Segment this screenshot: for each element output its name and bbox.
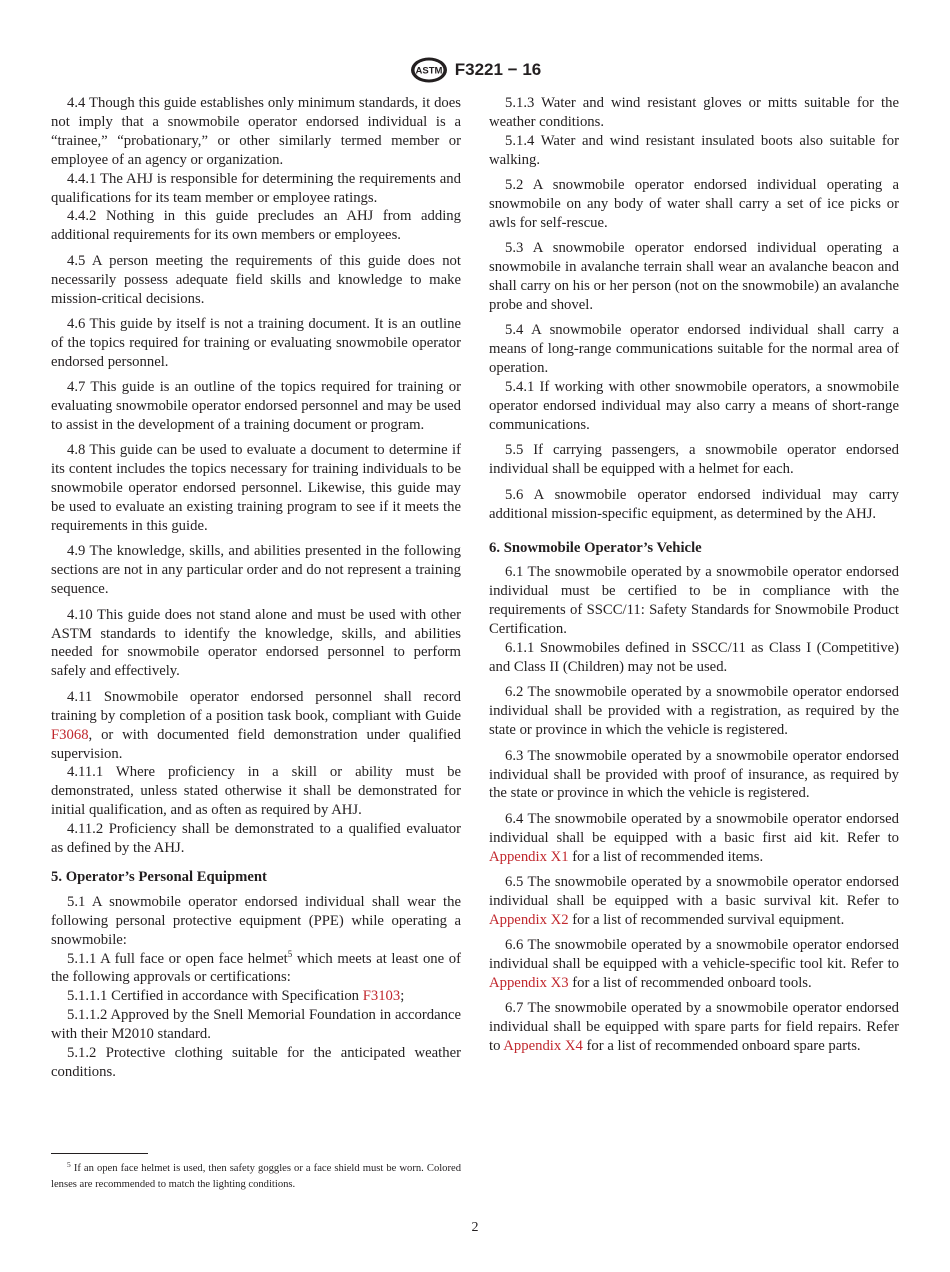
para-5-6: 5.6 A snowmobile operator endorsed individual may carry additional mission-specific equipment, as determined by the AHJ. — [489, 486, 899, 522]
para-5-1-2: 5.1.2 Protective clothing suitable for the anticipated weather conditions. — [51, 1045, 461, 1080]
para-5-1-1: 5.1.1 A full face or open face helmet$^5$ which meets at least one of the following approvals or certifications: — [51, 948, 462, 986]
para-6-4: 6.4 The snowmobile operated by a snowmobile operator endorsed individual shall be equipped with a basic first aid kit. Refer to Appendix X1 for a list of recommended items. — [489, 810, 899, 865]
para-4-6: 4.6 This guide by itself is not a training document. It is an outline of the topics required for training or evaluating snowmobile operator endorsed personnel. — [51, 315, 461, 370]
para-6-1-1: 6.1.1 Snowmobiles defined in SSCC/11 as Class I (Competitive) and Class II (Children) may not be used. — [489, 640, 899, 675]
left-column — [51, 94, 461, 1082]
para-5-2: 5.2 A snowmobile operator endorsed individual operating a snowmobile on any body of water shall carry a set of ice picks or awls for self-rescue. — [489, 177, 899, 231]
para-5-1-1-1: 5.1.1.1 Certified in accordance with Specification F3103; — [67, 988, 405, 1005]
para-6-1: 6.1 The snowmobile operated by a snowmobile operator endorsed individual must be certified to be in compliance with the requirements of SSCC/11: Safety Standards for Snowmobile Product Certification. — [489, 564, 899, 638]
link-appendix-x4[interactable]: Appendix X4 — [503, 1038, 583, 1055]
para-4-4: 4.4 Though this guide establishes only minimum standards, it does not imply that a snowmobile operator endorsed individual is a “trainee,” “probationary,” or other similarly termed member or employee of an agency or organization. — [51, 95, 461, 168]
para-4-5: 4.5 A person meeting the requirements of this guide does not necessarily possess adequate field skills and knowledge to make mission-critical decisions. — [51, 252, 461, 307]
para-4-11: 4.11 Snowmobile operator endorsed personnel shall record training by completion of a position task book, compliant with Guide F3068, or with documented field demonstration under qualified supervision. — [51, 688, 461, 762]
para-6-5: 6.5 The snowmobile operated by a snowmobile operator endorsed individual shall be equipped with a basic survival kit. Refer to Appendix X2 for a list of recommended survival equipment. — [489, 874, 899, 928]
para-5-1-1-2: 5.1.1.2 Approved by the Snell Memorial Foundation in accordance with their M2010 standard. — [51, 1007, 461, 1043]
para-5-3: 5.3 A snowmobile operator endorsed individual operating a snowmobile in avalanche terrain shall wear an avalanche beacon and shall carry on his or her person (not on the snowmobile) an avalanche probe and shovel. — [489, 240, 899, 314]
footnote-text: If an open face helmet is used, then safety goggles or a face shield must be worn. Colored lenses are recommended to match the lighting conditions. — [51, 1163, 462, 1190]
footnote-number: 5 — [67, 1160, 71, 1169]
para-4-7: 4.7 This guide is an outline of the topics required for training or evaluating snowmobile operator endorsed personnel and may be used to assist in the development of a training document or program. — [51, 379, 461, 433]
para-5-1: 5.1 A snowmobile operator endorsed individual shall wear the following personal protective equipment (PPE) while operating a snowmobile: — [51, 893, 461, 948]
link-f3068[interactable]: F3068 — [51, 726, 89, 743]
para-5-1-4: 5.1.4 Water and wind resistant insulated boots also suitable for walking. — [489, 132, 899, 168]
para-5-4-1: 5.4.1 If working with other snowmobile operators, a snowmobile operator endorsed individual may also carry a means of short-range communications. — [489, 379, 899, 433]
footnote-ref[interactable]: 5 — [287, 948, 293, 959]
para-4-9: 4.9 The knowledge, skills, and abilities presented in the following sections are not in any particular order and do not represent a training sequence. — [51, 543, 461, 598]
section-5-heading: 5. Operator’s Personal Equipment — [51, 868, 267, 885]
para-5-5: 5.5 If carrying passengers, a snowmobile operator endorsed individual shall be equipped with a helmet for each. — [489, 442, 899, 478]
link-appendix-x3[interactable]: Appendix X3 — [489, 975, 569, 992]
para-4-4-2: 4.4.2 Nothing in this guide precludes an AHJ from adding additional requirements for its own members or employees. — [51, 208, 461, 244]
para-4-10: 4.10 This guide does not stand alone and must be used with other ASTM standards to identify the knowledge, skills, and abilities needed for snowmobile operator endorsed personnel to perform safely and effectively. — [51, 606, 461, 680]
para-4-4-1: 4.4.1 The AHJ is responsible for determining the requirements and qualifications for its team member or employee ratings. — [51, 170, 461, 206]
para-5-4: 5.4 A snowmobile operator endorsed individual shall carry a means of long-range communications suitable for the normal area of operation. — [489, 322, 899, 377]
page-header — [0, 56, 950, 84]
para-6-3: 6.3 The snowmobile operated by a snowmobile operator endorsed individual shall be provided with proof of insurance, as required by the state or province in which the vehicle is registered. — [489, 747, 899, 802]
link-f3103[interactable]: F3103 — [362, 988, 401, 1005]
link-appendix-x1[interactable]: Appendix X1 — [489, 848, 569, 865]
para-4-11-1: 4.11.1 Where proficiency in a skill or ability must be demonstrated, unless stated otherwise it shall be demonstrated for initial qualification, and as often as required by AHJ. — [51, 764, 461, 819]
para-6-7: 6.7 The snowmobile operated by a snowmobile operator endorsed individual shall be equipped with spare parts for field repairs. Refer to Appendix X4 for a list of recommended onboard spare parts. — [489, 1000, 899, 1055]
para-6-2: 6.2 The snowmobile operated by a snowmobile operator endorsed individual shall be provided with a registration, as required by the state or province in which the vehicle is registered. — [489, 684, 899, 739]
para-4-8: 4.8 This guide can be used to evaluate a document to determine if its content includes the topics necessary for training individuals to be snowmobile operator endorsed personnel. Likewise, this guide may be used to evaluate an existing training program to see if it meets the requirements in this guide. — [51, 442, 461, 535]
footnote-divider — [51, 1153, 148, 1154]
logo-text: ASTM — [415, 65, 443, 77]
para-5-1-3: 5.1.3 Water and wind resistant gloves or mitts suitable for the weather conditions. — [489, 95, 899, 130]
link-appendix-x2[interactable]: Appendix X2 — [489, 911, 569, 928]
page-number: 2 — [471, 1220, 479, 1235]
para-4-11-2: 4.11.2 Proficiency shall be demonstrated to a qualified evaluator as defined by the AHJ. — [51, 821, 461, 857]
footnote — [51, 1161, 461, 1192]
right-column — [489, 94, 899, 1056]
document-designation: F3221 − 16 — [454, 60, 542, 79]
astm-logo-icon — [409, 56, 449, 84]
section-6-heading: 6. Snowmobile Operator’s Vehicle — [489, 539, 702, 556]
para-6-6: 6.6 The snowmobile operated by a snowmobile operator endorsed individual shall be equipped with a vehicle-specific tool kit. Refer to Appendix X3 for a list of recommended onboard tools. — [489, 937, 899, 992]
